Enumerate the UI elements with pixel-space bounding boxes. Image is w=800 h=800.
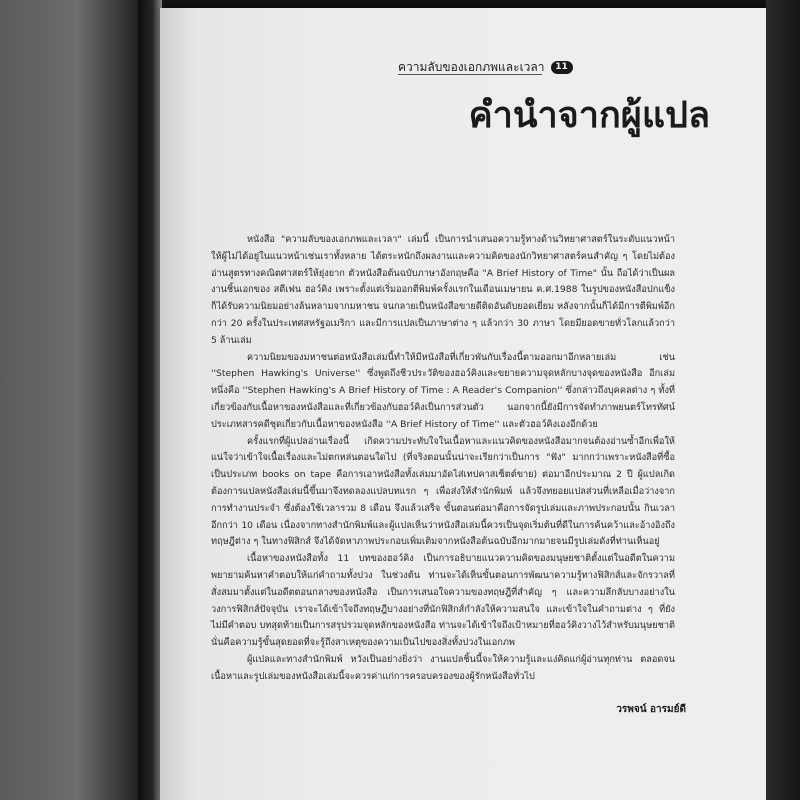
body-text — [211, 232, 675, 686]
left-page — [0, 0, 140, 800]
paragraph: ความนิยมของมหาชนต่อหนังสือเล่มนี้ทำให้มีหนังสือที่เกี่ยวพันกับเรื่องนี้ตามออกมาอีกหลายเล่ม เช่น ''Stephen Hawking's Universe'' ซึ่งพูดถึงชีวประวัติของฮอว์คิงและขยายความจุดหลักบางจุดของหนังสือ อีกเล่มหนึ่งคือ ''Stephen Hawking's A Brief History of Time : A Reader's Companion'' ซึ่งกล่าวถึงบุคคลต่าง ๆ ทั้งที่เกี่ยวข้องกับเนื้อหาของหนังสือและที่เกี่ยวข้องกับฮอว์คิงเป็นการส่วนตัว นอกจากนี้ยังมีการจัดทำภาพยนตร์โทรทัศน์ประเภทสารคดีชุดเกี่ยวกับเนื้อหาของหนังสือ ''A Brief History of Time'' และตัวฮอว์คิงเองอีกด้วย — [211, 351, 675, 430]
page-title: คำนำจากผู้แปล — [468, 95, 710, 136]
paragraph: ครั้งแรกที่ผู้แปลอ่านเรื่องนี้ เกิดความประทับใจในเนื้อหาและแนวคิดของหนังสือมากจนต้องอ่านซ้ำอีกเพื่อให้แน่ใจว่าเข้าใจเนื้อเรื่องและไม่ตกหล่นตอนใดไป (ที่จริงตอนนั้นน่าจะเรียกว่าเป็นการ "ฟัง" มากกว่าเพราะหนังสือที่ซื้อเป็นประเภท books on tape คือการเอาหนังสือทั้งเล่มมาอัดไส่เทปคาสเซ็ตต์ขาย) ต่อมาอีกประมาณ 2 ปี ผู้แปลเกิดต้องการแปลหนังสือเล่มนี้ขึ้นมาจึงทดลองแปลบทแรก ๆ เพื่อส่งให้สำนักพิมพ์ แล้วจึงทยอยแปลส่วนที่เหลือเมื่อว่างจากการทำงานประจำ ซึ่งต้องใช้เวลารวม 8 เดือน จึงแล้วเสร็จ ขั้นตอนต่อมาคือการจัดรูปเล่มและภาพประกอบนั้น กินเวลาอีกกว่า 10 เดือน เนื่องจากทางสำนักพิมพ์และผู้แปลเห็นว่าหนังสือเล่มนี้ควรเป็นจุดเริ่มต้นที่ดีในการค้นคว้าและอ้างอิงถึงทฤษฎีต่าง ๆ ในทางฟิสิกส์ จึงได้จัดหาภาพประกอบเพิ่มเติมจากหนังสือต้นฉบับอีกมากมายจนมีรูปเล่มดังที่ท่านเห็นอยู่ — [211, 435, 675, 548]
translator-signature: วรพจน์ อารมย์ดี — [616, 704, 686, 715]
paragraph: ผู้แปลและทางสำนักพิมพ์ หวังเป็นอย่างยิ่งว่า งานแปลชิ้นนี้จะให้ความรู้และแง่คิดแก่ผู้อ่านทุกท่าน ตลอดจนเนื้อหาและรูปเล่มของหนังสือเล่มนี้จะควรค่าแก่การครอบครองของผู้รักหนังสือทั่วไป — [211, 653, 675, 682]
dark-background — [766, 0, 800, 800]
running-title: ความลับของเอกภพและเวลา — [398, 60, 545, 74]
book-gutter — [138, 0, 162, 800]
paragraph: หนังสือ "ความลับของเอกภพและเวลา" เล่มนี้ เป็นการนำเสนอความรู้ทางด้านวิทยาศาสตร์ในระดับแนวหน้า ให้ผู้ไม่ได้อยู่ในแนวหน้าเช่นเราทั้งหลาย ได้ตระหนักถึงผลงานและความคิดของนักวิทยาศาสตร์คนสำคัญ ๆ โดยไม่ต้องอ่านสูตรทางคณิตศาสตร์ให้ยุ่งยาก ตัวหนังสือต้นฉบับภาษาอังกฤษคือ "A Brief History of Time" นั้น ถือได้ว่าเป็นผลงานชิ้นเอกของ สตีเฟน ฮอว์คิง เพราะตั้งแต่เริ่มออกตีพิมพ์ครั้งแรกในเดือนเมษายน ค.ศ.1988 ในรูปของหนังสือปกแข็ง ก็ได้รับความนิยมอย่างล้นหลามจากมหาชน จนกลายเป็นหนังสือขายดีติดอันดับยอดเยี่ยม หลังจากนั้นก็ได้มีการตีพิมพ์อีกกว่า 20 ครั้งในประเทศสหรัฐอเมริกา และมีการแปลเป็นภาษาต่าง ๆ แล้วกว่า 30 ภาษา โดยมียอดขายทั่วโลกแล้วกว่า 5 ล้านเล่ม — [211, 234, 675, 346]
header-rule — [398, 74, 542, 75]
paragraph: เนื้อหาของหนังสือทั้ง 11 บทของฮอว์คิง เป็นการอธิบายแนวความคิดของมนุษยชาติตั้งแต่ในอดีตในความพยายามค้นหาคำตอบให้แก่คำถามทั้งปวง ในช่วงต้น ท่านจะได้เห็นขั้นตอนการพัฒนาความรู้ทางฟิสิกส์และจักรวาลที่สั่งสมมาตั้งแต่ในอดีตตอนกลางของหนังสือ เป็นการเสนอใจความของทฤษฎีที่สำคัญ ๆ และความลึกลับบางอย่างในวงการฟิสิกส์ปัจจุบัน เราจะได้เข้าใจถึงทฤษฎีบางอย่างที่นักฟิสิกส์กำลังให้ความสนใจ และเข้าใจในคำถามต่าง ๆ ที่ยังไม่มีคำตอบ บทสุดท้ายเป็นการสรุปรวมจุดหลักของหนังสือ ท่านจะได้เข้าใจถึงเป้าหมายที่ฮอว์คิงวางไว้สำหรับมนุษยชาติ นั่นคือความรู้ขั้นสุดยอดที่จะรู้ถึงสาเหตุของความเป็นไปของสิ่งทั้งปวงในเอกภพ — [211, 553, 675, 649]
page-number-badge: 11 — [551, 61, 573, 74]
